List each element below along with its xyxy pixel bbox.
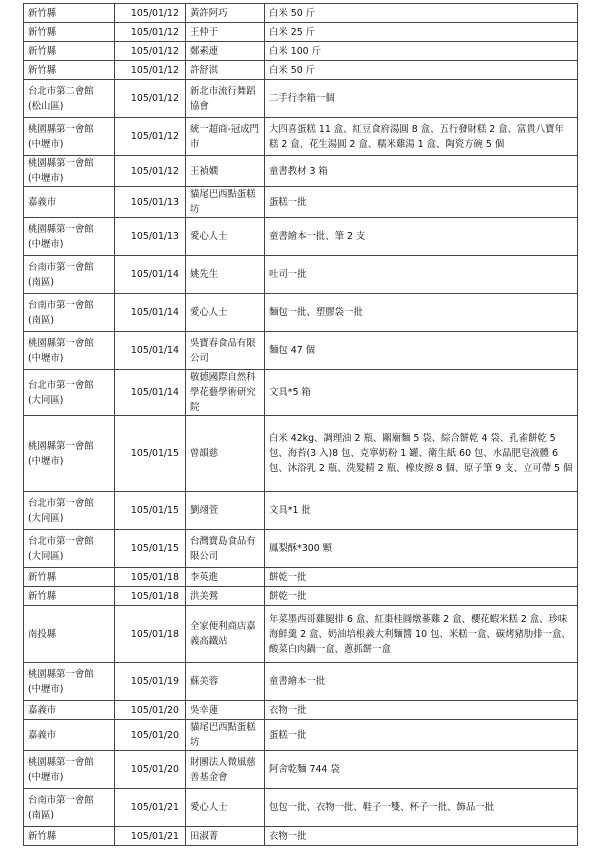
donor-cell: 愛心人士 bbox=[186, 789, 265, 827]
table-row bbox=[24, 492, 578, 530]
table-row bbox=[24, 789, 578, 827]
donor-cell: 劉翊萱 bbox=[186, 492, 265, 530]
branch-cell: 新竹縣 bbox=[24, 4, 115, 23]
date-cell: 105/01/20 bbox=[115, 701, 186, 720]
items-cell: 包包一批、衣物一批、鞋子一雙、杯子一批、飾品一批 bbox=[265, 789, 578, 827]
donation-table-body bbox=[24, 4, 578, 846]
date-cell: 105/01/12 bbox=[115, 80, 186, 118]
branch-cell: 台南市第一會館 (南區) bbox=[24, 294, 115, 332]
branch-cell: 台北市第一會館 (大同區) bbox=[24, 492, 115, 530]
table-row bbox=[24, 187, 578, 218]
donor-cell: 曾韻慈 bbox=[186, 416, 265, 492]
donor-cell: 許舒淇 bbox=[186, 61, 265, 80]
items-cell: 餅乾一批 bbox=[265, 587, 578, 606]
items-cell: 鳳梨酥*300 顆 bbox=[265, 530, 578, 568]
date-cell: 105/01/12 bbox=[115, 156, 186, 187]
donor-cell: 吳寶春食品有限公司 bbox=[186, 332, 265, 370]
items-cell: 年菜墨西哥雞腿排 6 盒、紅棗桂圓燉蔘雞 2 盒、櫻花蝦米糕 2 盒、珍味海鮮羹 2 盒、奶油培根義大利麵醬 10 包、米糕一盒、碳烤豬肋排一盒、酸菜白肉鍋一盒、蔥抓餅一盒 bbox=[265, 606, 578, 663]
table-row bbox=[24, 332, 578, 370]
donor-cell: 貓尾巴西點蛋糕坊 bbox=[186, 720, 265, 751]
table-row bbox=[24, 4, 578, 23]
date-cell: 105/01/15 bbox=[115, 416, 186, 492]
table-row bbox=[24, 701, 578, 720]
donor-cell: 愛心人士 bbox=[186, 294, 265, 332]
table-row bbox=[24, 80, 578, 118]
date-cell: 105/01/21 bbox=[115, 789, 186, 827]
branch-cell: 新竹縣 bbox=[24, 61, 115, 80]
items-cell: 麵包一批、塑膠袋一批 bbox=[265, 294, 578, 332]
branch-cell: 台南市第一會館 (南區) bbox=[24, 789, 115, 827]
branch-cell: 台北市第二會館 (松山區) bbox=[24, 80, 115, 118]
date-cell: 105/01/12 bbox=[115, 42, 186, 61]
date-cell: 105/01/14 bbox=[115, 332, 186, 370]
branch-cell: 新竹縣 bbox=[24, 42, 115, 61]
donor-cell: 財團法人微風慈善基金會 bbox=[186, 751, 265, 789]
items-cell: 麵包 47 個 bbox=[265, 332, 578, 370]
date-cell: 105/01/20 bbox=[115, 720, 186, 751]
branch-cell: 台南市第一會館 (南區) bbox=[24, 256, 115, 294]
donor-cell: 新北市流行舞蹈協會 bbox=[186, 80, 265, 118]
items-cell: 童書繪本一批、筆 2 支 bbox=[265, 218, 578, 256]
donor-cell: 洪美鶯 bbox=[186, 587, 265, 606]
date-cell: 105/01/20 bbox=[115, 751, 186, 789]
items-cell: 衣物一批 bbox=[265, 827, 578, 846]
items-cell: 童書繪本一批 bbox=[265, 663, 578, 701]
table-row bbox=[24, 827, 578, 846]
document-page bbox=[23, 3, 578, 846]
branch-cell: 台北市第一會館 (大同區) bbox=[24, 370, 115, 416]
donation-table bbox=[23, 3, 578, 846]
table-row bbox=[24, 218, 578, 256]
date-cell: 105/01/19 bbox=[115, 663, 186, 701]
date-cell: 105/01/13 bbox=[115, 218, 186, 256]
table-row bbox=[24, 663, 578, 701]
branch-cell: 桃園縣第一會館 (中壢市) bbox=[24, 218, 115, 256]
table-row bbox=[24, 720, 578, 751]
table-row bbox=[24, 42, 578, 61]
branch-cell: 桃園縣第一會館 (中壢市) bbox=[24, 416, 115, 492]
table-row bbox=[24, 416, 578, 492]
donor-cell: 王禎嫺 bbox=[186, 156, 265, 187]
donor-cell: 吳幸蓮 bbox=[186, 701, 265, 720]
table-row bbox=[24, 606, 578, 663]
date-cell: 105/01/13 bbox=[115, 187, 186, 218]
items-cell: 大四喜蛋糕 11 盒、紅豆食府湯圓 8 盒、五行發財糕 2 盒、富貴八寶年糕 2 盒、花生湯圓 2 盒、糯米雞湯 1 盒、陶瓷方碗 5 個 bbox=[265, 118, 578, 156]
branch-cell: 桃園縣第一會館 (中壢市) bbox=[24, 751, 115, 789]
branch-cell: 嘉義市 bbox=[24, 720, 115, 751]
items-cell: 吐司一批 bbox=[265, 256, 578, 294]
date-cell: 105/01/14 bbox=[115, 294, 186, 332]
branch-cell: 新竹縣 bbox=[24, 827, 115, 846]
date-cell: 105/01/12 bbox=[115, 4, 186, 23]
items-cell: 白米 42kg、調理油 2 瓶、關廟麵 5 袋、綜合餅乾 4 袋、孔雀餅乾 5 包、海苔(3 入)8 包、克寧奶粉 1 罐、衛生紙 60 包、水晶肥皂液體 6 包、沐浴乳 2 瓶、洗髮精 2 瓶、橡皮擦 8 個、原子筆 9 支、立可帶 5 個 bbox=[265, 416, 578, 492]
donor-cell: 鄭素連 bbox=[186, 42, 265, 61]
items-cell: 二手行李箱一個 bbox=[265, 80, 578, 118]
date-cell: 105/01/12 bbox=[115, 118, 186, 156]
donor-cell: 貓尾巴西點蛋糕坊 bbox=[186, 187, 265, 218]
items-cell: 白米 50 斤 bbox=[265, 61, 578, 80]
items-cell: 白米 100 斤 bbox=[265, 42, 578, 61]
branch-cell: 桃園縣第一會館 (中壢市) bbox=[24, 118, 115, 156]
items-cell: 文具*5 箱 bbox=[265, 370, 578, 416]
date-cell: 105/01/14 bbox=[115, 370, 186, 416]
table-row bbox=[24, 751, 578, 789]
table-row bbox=[24, 61, 578, 80]
donor-cell: 全家便利商店嘉義高鐵站 bbox=[186, 606, 265, 663]
items-cell: 文具*1 批 bbox=[265, 492, 578, 530]
branch-cell: 嘉義市 bbox=[24, 187, 115, 218]
branch-cell: 新竹縣 bbox=[24, 568, 115, 587]
table-row bbox=[24, 587, 578, 606]
items-cell: 蛋糕一批 bbox=[265, 720, 578, 751]
table-row bbox=[24, 256, 578, 294]
items-cell: 白米 50 斤 bbox=[265, 4, 578, 23]
items-cell: 童書教材 3 箱 bbox=[265, 156, 578, 187]
date-cell: 105/01/18 bbox=[115, 587, 186, 606]
table-row bbox=[24, 23, 578, 42]
table-row bbox=[24, 118, 578, 156]
table-row bbox=[24, 294, 578, 332]
donor-cell: 姚先生 bbox=[186, 256, 265, 294]
items-cell: 白米 25 斤 bbox=[265, 23, 578, 42]
table-row bbox=[24, 568, 578, 587]
branch-cell: 桃園縣第一會館 (中壢市) bbox=[24, 156, 115, 187]
donor-cell: 李英進 bbox=[186, 568, 265, 587]
branch-cell: 桃園縣第一會館 (中壢市) bbox=[24, 332, 115, 370]
table-row bbox=[24, 530, 578, 568]
items-cell: 衣物一批 bbox=[265, 701, 578, 720]
branch-cell: 台北市第一會館 (大同區) bbox=[24, 530, 115, 568]
donor-cell: 台灣寶島食品有限公司 bbox=[186, 530, 265, 568]
date-cell: 105/01/14 bbox=[115, 256, 186, 294]
table-row bbox=[24, 156, 578, 187]
date-cell: 105/01/12 bbox=[115, 23, 186, 42]
donor-cell: 王仲于 bbox=[186, 23, 265, 42]
items-cell: 蛋糕一批 bbox=[265, 187, 578, 218]
branch-cell: 新竹縣 bbox=[24, 587, 115, 606]
items-cell: 餅乾一批 bbox=[265, 568, 578, 587]
date-cell: 105/01/18 bbox=[115, 568, 186, 587]
donor-cell: 敬德國際自然科學花藝學術研究院 bbox=[186, 370, 265, 416]
branch-cell: 南投縣 bbox=[24, 606, 115, 663]
date-cell: 105/01/15 bbox=[115, 530, 186, 568]
donor-cell: 統一超商-冠成門市 bbox=[186, 118, 265, 156]
date-cell: 105/01/21 bbox=[115, 827, 186, 846]
branch-cell: 嘉義市 bbox=[24, 701, 115, 720]
donor-cell: 蘇美蓉 bbox=[186, 663, 265, 701]
donor-cell: 愛心人士 bbox=[186, 218, 265, 256]
date-cell: 105/01/12 bbox=[115, 61, 186, 80]
items-cell: 阿舍乾麵 744 袋 bbox=[265, 751, 578, 789]
branch-cell: 桃園縣第一會館 (中壢市) bbox=[24, 663, 115, 701]
branch-cell: 新竹縣 bbox=[24, 23, 115, 42]
donor-cell: 田淑菁 bbox=[186, 827, 265, 846]
donor-cell: 黃許阿巧 bbox=[186, 4, 265, 23]
table-row bbox=[24, 370, 578, 416]
date-cell: 105/01/15 bbox=[115, 492, 186, 530]
date-cell: 105/01/18 bbox=[115, 606, 186, 663]
